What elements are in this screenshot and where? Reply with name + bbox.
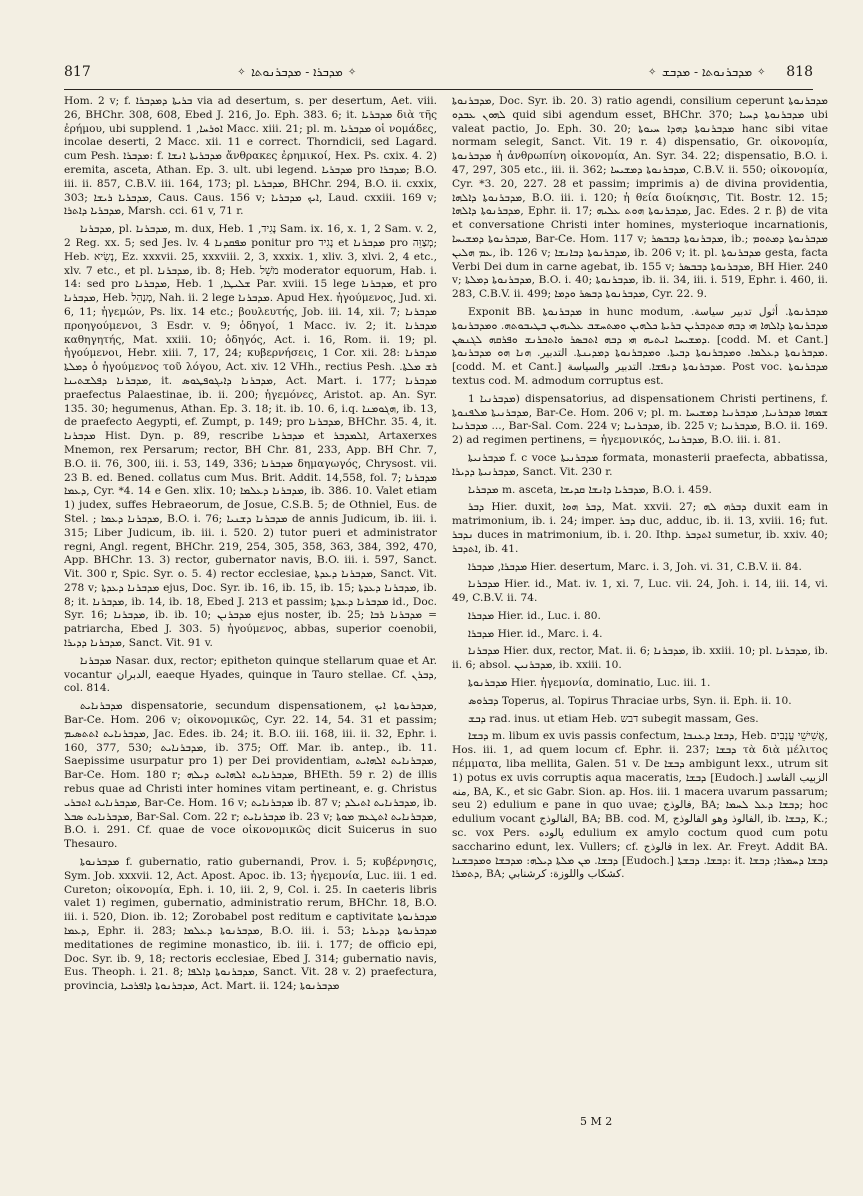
dictionary-entry: ܡܕܒܪܢܘܬܐ, Doc. Syr. ib. 20. 3) ratio agendi, consilium ceperunt ܡܕܒܪܢܘܬܐ ܠܗܘܢ ܥܒܕܘ quid sibi agendum esset, BHChr. 370; ܡܕܒܪܢܘܬܐ ܕܚܝܐ ubi valeat pactio, Jo. Eph. 30. 20; ܡܕܒܪܢܘܬܐ ܕܗܕܐ ܚܝܘܬܐ hanc sibi vitae normam selegit, Sanct. Vit. 19 r. 4) dispensatio, Gr. οἰκονομία, ܡܕܒܪܢܘܬܐ ἡ ἀνθρωπίνη οἰκονομία, An. Syr. 34. 22; dispensatio, B.O. i. 47, 297, 305 etc., iii. ii. 362; ܡܕܒܪܢܘܬܐ ܕܡܫܝܚܐ, C.B.V. ii. 550; οἰκονομία, Cyr. *3. 20, 227. 28 et passim; imprimis a) de divina providentia, ܡܕܒܪܢܘܬܐ ܕܐܠܗܐ, B.O. iii. i. 120; ἡ θεία διοίκησις, Tit. Bostr. 12. 15; ܡܕܒܪܢܘܬܐ ܕܐܠܗܐ, Ephr. ii. 17; ܡܕܒܪܢܘܬܐ ܗܘܬ ܥܠܝܗ, Jac. Edes. 2 r. β) de vita et conversatione Christi inter homines, mysterioque incarnationis, ܡܕܒܪܢܘܬܐ ܕܡܫܝܚܐ, Bar-Ce. Hom. 117 v; ܡܕܒܪܢܘܬܐ ܕܒܒܣܪ, ib.; ܡܕܒܪܢܘܬܐ ܕܡܬܘܡ ܥܡ ܗܠܝܢ, ib. 126 v; ܡܕܒܪܢܘܬܐ ܕܒܐܢܫܐ, ib. 206 v; it. pl. ܡܕܒܪܢܘܬܐ gesta, facta Verbi Dei dum in carne agebat, ib. 155 v; ܡܕܒܪܢܘܬܐ ܕܒܒܣܪ, BH Hier. 240 v; ܡܕܒܪܢܘܬܐ ܕܡܠܬܐ, B.O. i. 40; ܡܕܒܪܢܘܬܐ, ib. ii. 34, iii. i. 519, Ephr. i. 460, ii. 283, C.B.V. ii. 499; ܡܕܒܪܢܘܬܐ ܕܒܣܪ ܘܕܡܐ, Cyr. 22. 9. [452,95,828,301]
header-rule [64,89,813,90]
dictionary-entry: Exponit BB. ܡܕܒܪܢܘܬܐ in hunc modum, ܡܕܒܪܢܘܬܐ. أثول تدبير سياسة. ܡܕܒܪܢܘܬܐ ܕܐܠܗܐ ܗܝ ܕܒܗ ܡܬܕܒܪܝܢ ܒܪܝܬܐ ܟܠܗܝܢ ܘܡܬܚܫܒ ܥܠܝܗܝܢ ܒܛܝܒܘܬܗ. ܘܡܕܒܪܢܘܬܐ ܕܡܫܝܚܐ ܐܝܬܝܗ ܗܝ ܕܒܗ ܐܬܒܣܪ ܘܐܬܒܪܢܫ ܘܦܪܩܗ ܠܓܢܣܢ. [codd. M. et Cant.] ܡܕܒܪܢܘܬܐ ܕܥܠܡܐ. ܘܡܕܒܪܢܘܬܐ ܕܒܝܬܐ. ܘܡܕܒܪܢܘܬܐ ܕܡܕܝܢܬܐ. التدبير. ܗܢܐ ܗܘ ܡܕܒܪܢܘܬܐ. [codd. M. et Cant.] ܡܕܒܪܢܘܬܐ ܕܢܦܫܐ. التدبير والسياسة. Post voc. ܡܕܒܪܢܘܬܐ textus cod. M. admodum corruptus est. [452,305,828,387]
right-column [452,95,828,1165]
left-page-number: 817 [64,64,91,80]
dictionary-entry: ܡܕܒܪܢܐܝܬ dispensatorie, secundum dispensationem, ܡܕܒܪܢܘܬܐ ܐܝܟ, Bar-Ce. Hom. 206 v; οἰκονομικῶς, Cyr. 22. 14, 54. 31 et passim; ܡܕܒܪܢܐܝܬ ܐܬܬܣܝܡ, Jac. Edes. ib. 24; it. B.O. iii. 168, iii. ii. 32, Ephr. i. 160, 377, 530; ܡܕܒܪܢܐܝܬ, ib. 375; Off. Mar. ib. antep., ib. 11. Saepissime usurpatur pro 1) per Dei providentiam, ܡܕܒܪܢܐܝܬ ܐܠܗܐܝܬ, Bar-Ce. Hom. 180 r; ܡܕܒܪܢܐܝܬ ܐܠܗܐܝܬ ܕܝܠܗ, BHEth. 59 r. 2) de illis rebus quae ad Christi inter homines vitam pertineant, e. g. Christus ܡܕܒܪܢܐܝܬ ܐܬܒܪܝ, Bar-Ce. Hom. 16 v; ܡܕܒܪܢܐܝܬ ib. 87 v; ܡܕܒܪܢܐܝܬ ܐܬܝܠܕ, ib. ܡܕܒܪܢܐܝܬ ܣܒܠ, Bar-Sal. Com. 22 r; ܡܕܒܪܢܐܝܬ ib. 23 v; ܡܕܒܪܢܐܝܬ ܐܬܛܥܡ ܡܘܬܐ, B.O. i. 291. Cf. quae de voce οἰκονομικῶς dicit Suicerus in suo Thesauro. [64,700,437,851]
left-running-head [197,65,397,80]
page-header [64,64,813,88]
dictionary-entry: ܕܒܫܐ m. libum ex uvis passis confectum, ܕܒܫܐ ܕܥܢܒܐ, Heb. אֲשִׁישֵׁי עֲנָבִים, Hos. iii. 1, ad quem locum cf. Ephr. ii. 237; ܕܒܫܐ τὰ διὰ μέλιτος πέμματα, liba mellita, Galen. 51 v. De ܕܒܫܐ ambigunt lexx., utrum sit 1) potus ex uvis corruptis aqua maceratis, ܕܒܫܐ [Eudoch.] الزبيب الفاسد منه, BA, K., et sic Gabr. Sion. ap. Hos. iii. 1 macera uvarum passarum; seu 2) edulium e pane in quo uvae; فالوذج, BA; ܕܒܫܐ ܕܥܠ ܠܚܡܐ; hoc edulium vocant الفالوذج, BA; BB. cod. M, الفالوذ وهو الفالوذج, ib. ܕܒܫܐ, K.; sc. vox Pers. پالوده edulium ex amylo coctum quod cum potu saccharino edunt, lex. Vullers; cf. فالوذج in lex. Ar. Freyt. Addit BA. ܕܒܫܐ. ܡܢ ܡܠܬܐ ܕܝܠܗ: ܡܕܒܫܐ ܘܡܕܒܫܢܐ [Eudoch.] ܕܒܫܐ. ܕܒܫܬܐ: it. ܕܒܫܐ ܕܚܡܪܐ; ܕܒܫܐ ܕܬܡܪܐ, BA; كشكاب واللوزة: كرشنابي. [452,730,828,881]
dictionary-entry: ܡܕܒܪܢܐ Nasar. dux, rector; epitheton quinque stellarum quae et Ar. vocantur الدبران, eaeque Hyades, quinque in Tauro stellae. Cf. ܕܒܪܢ, col. 814. [64,654,437,695]
signature-mark: 5 M 2 [580,1115,613,1128]
dictionary-entry: ܡܕܒܪܢܘܬܐ f. gubernatio, ratio gubernandi, Prov. i. 5; κυβέρνησις, Sym. Job. xxxvii. 12, Act. Apost. Apoc. ib. 13; ἡγεμονία, Luc. iii. 1 ed. Cureton; οἰκονομία, Eph. i. 10, iii. 2, 9, Col. i. 25. In caeteris libris valet 1) regimen, gubernatio, administratio rerum, BHChr. 18, B.O. iii. i. 520, Dion. ib. 12; Zorobabel post reditum e captivitate ܡܕܒܪܢܘܬܐ ܕܥܡܐ, Ephr. ii. 283; ܡܕܒܪܢܘܬܐ ܕܥܠܡܐ, B.O. iii. i. 53; ܡܕܒܪܢܘܬܐ ܕܕܝܪܝܐ meditationes de regimine monastico, ib. iii. i. 177; de officio epi, Doc. Syr. ib. 9, 18; rectoris ecclesiae, Ebed J. 314; gubernatio navis, Eus. Theoph. i. 21. 8; ܡܕܒܪܢܘܬܐ ܕܐܠܦܐ, Sanct. Vit. 28 v. 2) praefectura, provincia, ܡܕܒܪܢܘܬܐ ܕܐܦܪܟܝܐ, Act. Mart. ii. 124; ܡܕܒܪܢܘܬܐ [64,856,437,993]
ornament-icon: ✧ [237,67,247,78]
ornament-icon: ✧ [647,67,657,78]
left-running-title: ܡܕܒܪܐ - ܡܕܒܪܢܘܬܐ [251,65,343,79]
dictionary-entry: ܡܕܒܪܢܘܬܐ Hier. ἡγεμονία, dominatio, Luc. iii. 1. [468,677,711,690]
left-column [64,95,437,1155]
dictionary-entry: ܕܒܪ Hier. duxit, ܕܒܪ ܗܘܐ, Mat. xxvii. 27; ܕܒܪܗ ܠܗ duxit eam in matrimonium, ib. i. 24; imper. ܕܒܪ duc, adduc, ib. ii. 13, xviii. 16; fut. ܢܕܒܪ duces in matrimonium, ib. i. 20. Ithp. ܐܬܕܒܪ sumetur, ib. xxiv. 40; ܐܬܕܒܪ, ib. 41. [452,501,828,555]
dictionary-entry: ܡܕܒܪܐ Hier. id., Luc. i. 80. [468,609,601,622]
right-running-title: ܡܕܒܪܢܘܬܐ - ܡܕܒܫ [661,65,753,79]
dictionary-entry: ܡܕܒܪܐ, ܡܕܒܪܐ Hier. desertum, Marc. i. 3, Joh. vi. 31, C.B.V. ii. 84. [468,560,802,573]
dictionary-entry: ܡܕܒܪܢܐ, pl. ܡܕܒܪܢܐ, m. dux, Heb. נָגִיד, 1 Sam. ix. 16, x. 1, 2 Sam. v. 2, 2 Reg. xx. 5; sed Jes. lv. 4 ܡܦܩܕܢܐ ponitur pro נָגִיד et ܡܕܒܪܢܐ pro מְצַוֵּה; Heb. נָשִׂיא, Ez. xxxvii. 25, xxxviii. 2, 3, xxxix. 1, xliv. 3, xlvi. 2, 4 etc., xlv. 7 etc., et pl. ܡܕܒܪܢܐ, ib. 8; Heb. מֹשֵׁל moderator equorum, Hab. i. 14: sed pro ܡܕܒܪܢܐ, Heb. ܫܠܝܛܐ, 1 Par. xviii. 15 lege ܡܕܒܪܢܐ, et pro ܡܕܒܪܢܐ, Heb. מְנַהֵל, Nah. ii. 2 lege ܡܕܒܪܢܐ. Apud Hex. ἡγούμενος, Jud. xi. 6, 11; ἡγεμών, Ps. lix. 14 etc.; βουλευτής, Job. iii. 14, xii. 7; ܡܕܒܪܢܐ προηγούμενοι, 3 Esdr. v. 9; ὁδηγοί, 1 Macc. iv. 2; it. ܡܕܒܪܢܐ καθηγητής, Mat. xxiii. 10; ὁδηγός, Act. i. 16, Rom. ii. 19; pl. ἡγούμενοι, Hebr. xiii. 7, 17, 24; κυβερνήσεις, 1 Cor. xii. 28: ܡܕܒܪܢܐ ܕܡܠܬܐ ὁ ἡγούμενος τοῦ λόγου, Act. xiv. 12 VHh., rectius Pesh. ܪܫ ܡܠܬܐ. ܡܕܒܪܢܐ ܕܦܠܫܬܝܢܐ, it. ܡܕܒܪܢܐ ܕܐܝܓܘܦܛܘܣ, Act. Mart. i. 177; ܡܕܒܪܢܐ praefectus Palaestinae, ib. ii. 200; ἡγεμόνες, Aristot. ap. An. Syr. 135. 30; hegumenus, Athan. Ep. 3. 18; it. ib. 10. 6, i.q. ܗܓܘܡܢܐ, ib. 13, de praefecto Aegypti, ef. Zumpt, p. 149; pro ܡܕܒܪܢܐ, BHChr. 35. 4, it. ܡܕܒܪܢܐ Hist. Dyn. p. 89, rescribe ܡܕܒܪܢܐ et ܐܠܡܕܒܪ, Artaxerxes Mnemon, rex Persarum; rector, BH Chr. 81, 233, App. BH Chr. 7, B.O. ii. 76, 300, iii. i. 53, 149, 336; ܡܕܒܪܢܐ δημαγωγός, Chrysost. vii. 23 B. ed. Bened. collatus cum Mus. Brit. Addit. 14,558, fol. 7; ܡܕܒܪܢܐ ܕܥܡܐ, Cyr. *4. 14 e Gen. xlix. 10; ܡܕܒܪܢܐ ܕܥܠܡܐ, ib. 386. 10. Valet etiam 1) judex, suffes Hebraeorum, de Josue, C.S.B. 5; de Othniel, Eus. de Stel. ; ܡܕܒܪܢܐ ܕܥܡܐ, B.O. i. 76; ܡܕܒܪܢܐ ܕܫܢܝܐ de annis Judicum, ib. iii. i. 315; Liber Judicum, ib. iii. i. 520. 2) tutor pueri et administrator regni, Angl. regent, BHChr. 219, 254, 305, 358, 363, 384, 392, 470, App. BHChr. 13. 3) rector, gubernator navis, B.O. iii. i. 597, Sanct. Vit. 300 r, Spic. Syr. o. 5. 4) rector ecclesiae, ܡܕܒܪܢܐ ܕܥܕܬܐ, Sanct. Vit. 278 v; ܡܕܒܪܢܐ ܕܥܕܬܐ ejus, Doc. Syr. ib. 16, ib. 15, ib. 15; ܡܕܒܪܢܐ ܕܥܕܬܐ, ib. 8; it. ܡܕܒܪܢܐ, ib. 14, ib. 18, Ebed J. 213 et passim; ܡܕܒܪܢܐ ܕܥܕܬܐ id., Doc. Syr. 16; ܡܕܒܪܢܐ, ib. ib. 10; ܡܕܒܪܢܢ ejus noster, ib. 25; ܡܕܒܪܢܐ ܪܒܐ = patriarcha, Ebed J. 303. 5) ἡγούμενος, abbas, superior coenobii, ܡܕܒܪܢܐ ܕܕܝܪܐ, Sanct. Vit. 91 v. [64,223,437,650]
dictionary-entry: Hom. 2 v; f. ܒܪܝܬܐ ܕܡܕܒܪܐ via ad desertum, s. per desertum, Aet. viii. 26, BHChr. 308, 608, Ebed J. 216, Jo. Eph. 383. 6; it. ܡܕܒܪܝܐ διὰ τῆς ἐρήμου, ubi supplend. ܐܘܪܚܐ, 1 Macc. xiii. 21; pl. m. ܡܕܒܪܝܐ οἱ νομάδες, incolae deserti, 2 Macc. xii. 11 e correct. Thorndicii, sed Lagard. cum Pesh. ܡܕܒܪܐ: f. ܡܕܒܪܝܬܐ ܐܢܫܐ ἄνθρακες ἐρημικοί, Hex. Ps. cxix. 4. 2) eremita, asceta, Athan. Ep. 3. ult. ubi legend. ܡܕܒܪܝܐ pro ܡܕܒܪܐ; B.O. iii. ii. 857, C.B.V. iii. 164, 173; pl. ܡܕܒܪܝܐ, BHChr. 294, B.O. ii. cxxix, 303; ܡܕܒܪܝܐ ܪܝܫܐ, Caus. Caus. 156 v; ܐܝܟ ܡܕܒܪܝܐ, Laud. cxxiii. 169 v; ܡܕܒܪܝܐ ܕܐܬܪܐ, Marsh. cci. 61 v, 71 r. [64,95,437,218]
dictionary-entry: ܡܕܒܪܝܐ m. asceta, ܡܕܒܪܝܐ ܕܐܢܫܐ ܩܕܝܫܐ, B.O. i. 459. [468,483,712,496]
dictionary-entry: ܡܕܒܪܢܐ Hier. dux, rector, Mat. ii. 6; ܡܕܒܪܢܐ, ib. xxiii. 10; pl. ܡܕܒܪܢܐ, ib. ii. 6; absol. ܡܕܒܪܢܝܢ, ib. xxiii. 10. [452,645,828,672]
right-page-number: 818 [786,64,813,80]
ornament-icon: ✧ [347,67,357,78]
dictionary-entry: ܡܕܒܪܐ Hier. id., Marc. i. 4. [468,627,603,640]
dictionary-entry: ܕܒܪܘܣ Toperus, al. Topirus Thraciae urbs, Syn. ii. Eph. ii. 10. [468,694,792,707]
dictionary-entry: ܡܕܒܪܢܐ Hier. id., Mat. iv. 1, xi. 7, Luc. vii. 24, Joh. i. 14, iii. 14, vi. 49, C.B.V. ii. 74. [452,578,828,605]
dictionary-entry: ܡܕܒܪܢܝܐ 1) dispensatorius, ad dispensationem Christi pertinens, f. ܡܕܒܪܢܝܬܐ ܡܠܦܢܘܬܐ, Bar-Ce. Hom. 206 v; pl. m. ܫܡܗܐ ܡܕܒܪܢܝܐ, ܡܕܒܪܢܝܐ ܕܡܫܝܚܐ ... ܡܕܒܪܢܝܐ, Bar-Sal. Com. 224 v; ܡܕܒܪܢܝܐ, ib. 225 v; ܡܕܒܪܢܝܐ, B.O. ii. 169. 2) ad regimen pertinens, = ἡγεμονικός, ܡܕܒܪܢܝܐ, B.O. iii. i. 81. [452,392,828,447]
dictionary-entry: ܡܕܒܪܢܝܬܐ f. c voce ܡܕܒܪܢܝܬܐ formata, monasterii praefecta, abbatissa, ܡܕܒܪܢܝܬܐ ܕܕܝܪܐ, Sanct. Vit. 230 r. [452,451,828,478]
right-running-head [617,65,797,80]
ornament-icon: ✧ [757,67,767,78]
dictionary-entry: ܕܒܫ rad. inus. ut etiam Heb. דבש subegit massam, Ges. [468,712,759,725]
